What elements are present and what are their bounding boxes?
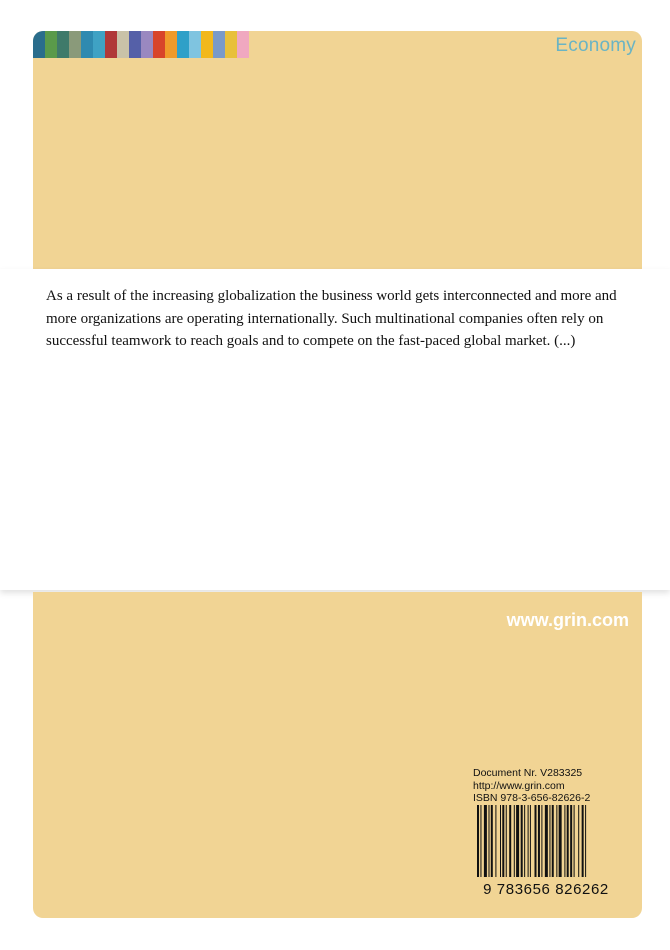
barcode-bar (516, 805, 519, 877)
barcode-bar (502, 805, 504, 877)
document-number: Document Nr. V283325 (473, 767, 583, 779)
barcode-bars (477, 805, 586, 877)
blurb-text: As a result of the increasing globalization the business world gets interconnected and more and more organizations are operating internationally. Such multinational companies often rely on successful teamwork to reach goals and to compete on the fast-paced global market. (...) (46, 288, 617, 349)
barcode-bar (500, 805, 501, 877)
category-label: Economy (555, 35, 636, 56)
barcode-bar (477, 805, 479, 877)
color-stripe (201, 31, 213, 58)
color-stripe (81, 31, 93, 58)
color-stripe (117, 31, 129, 58)
color-stripe (129, 31, 141, 58)
barcode-bar (552, 805, 554, 877)
barcode-bar (585, 805, 586, 877)
barcode-bar (509, 805, 511, 877)
barcode-bar (570, 805, 572, 877)
isbn: ISBN 978-3-656-82626-2 (473, 792, 591, 804)
barcode-digits: 9 783656 826262 (483, 881, 609, 897)
color-stripe (153, 31, 165, 58)
barcode-bar (567, 805, 569, 877)
barcode-bar (578, 805, 579, 877)
color-stripe (213, 31, 225, 58)
color-stripe (189, 31, 201, 58)
publisher-url: www.grin.com (506, 610, 629, 630)
barcode-bar (538, 805, 540, 877)
barcode-bar (541, 805, 542, 877)
publisher-web: http://www.grin.com (473, 779, 565, 792)
color-stripe (165, 31, 177, 58)
color-stripe (45, 31, 57, 58)
barcode-bar (495, 805, 496, 877)
document-info (473, 767, 590, 805)
color-stripes (33, 31, 249, 58)
color-stripe (93, 31, 105, 58)
color-stripe (33, 31, 45, 58)
cover-top-panel (33, 31, 642, 269)
barcode-bar (514, 805, 515, 877)
barcode (465, 805, 627, 897)
barcode-bar (574, 805, 575, 877)
barcode-bar (556, 805, 557, 877)
barcode-bar (545, 805, 548, 877)
barcode-bar (484, 805, 487, 877)
color-stripe (141, 31, 153, 58)
barcode-bar (530, 805, 531, 877)
color-stripe (57, 31, 69, 58)
color-stripe (237, 31, 249, 58)
barcode-bar (528, 805, 529, 877)
cover-bottom-panel (33, 592, 642, 918)
barcode-bar (491, 805, 493, 877)
barcode-bar (524, 805, 525, 877)
barcode-bar (549, 805, 550, 877)
barcode-bar (582, 805, 584, 877)
barcode-bar (489, 805, 490, 877)
color-stripe (105, 31, 117, 58)
barcode-bar (535, 805, 537, 877)
color-stripe (177, 31, 189, 58)
barcode-bar (559, 805, 562, 877)
color-stripe (69, 31, 81, 58)
barcode-bar (480, 805, 481, 877)
barcode-bar (506, 805, 507, 877)
barcode-bar (521, 805, 523, 877)
color-stripe (225, 31, 237, 58)
barcode-bar (564, 805, 565, 877)
